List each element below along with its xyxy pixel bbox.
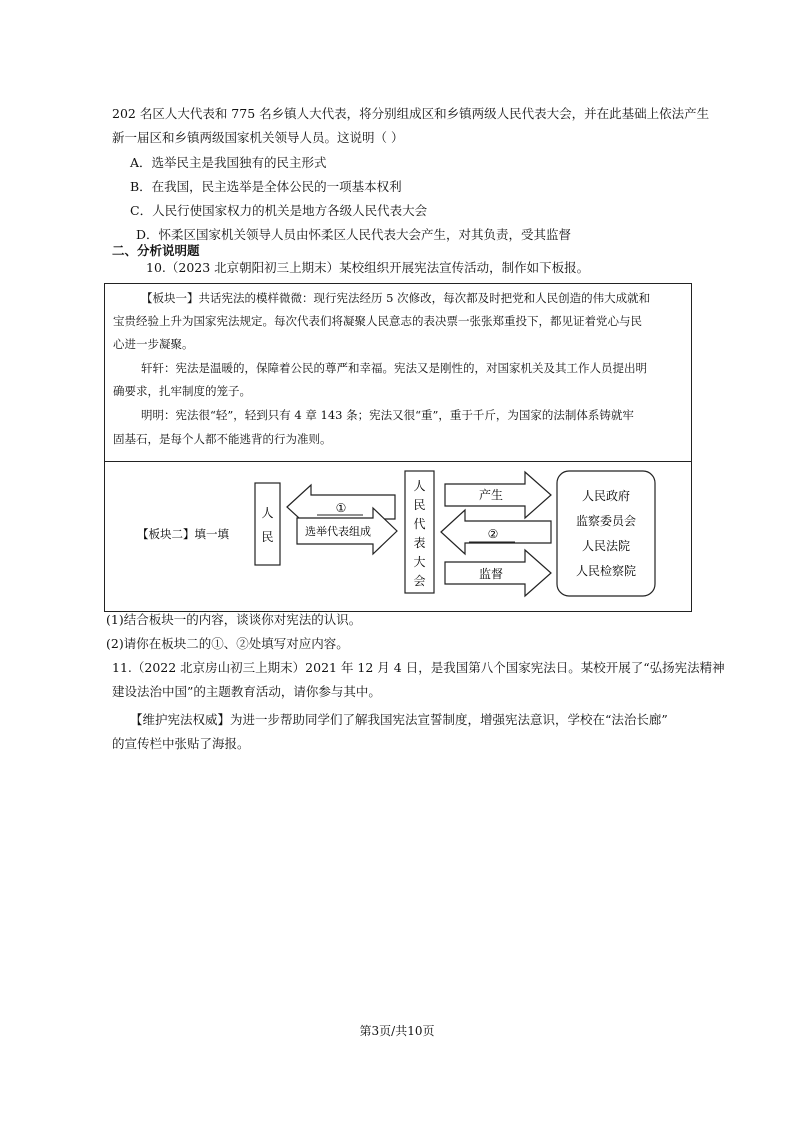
- organ-2: 监察委员会: [575, 514, 637, 528]
- svg-text:大: 大: [413, 555, 426, 569]
- organ-4: 人民检察院: [575, 564, 637, 578]
- q9-option-c: C．人民行使国家权力的机关是地方各级人民代表大会: [130, 203, 428, 218]
- flow-diagram: [105, 462, 693, 613]
- elect-label: 选举代表组成: [305, 525, 371, 538]
- q10-stem: 10.（2023 北京朝阳初三上期末）某校组织开展宪法宣传活动，制作如下板报。: [146, 260, 590, 275]
- q9-option-b: B．在我国，民主选举是全体公民的一项基本权利: [130, 179, 402, 194]
- svg-text:民: 民: [413, 498, 426, 512]
- block1-line6: 明明：宪法很“轻”，轻到只有 4 章 143 条；宪法又很“重”，重于千斤，为国家的法制体系铸就牢: [141, 408, 634, 422]
- board-block2: [104, 461, 692, 612]
- svg-text:表: 表: [413, 536, 426, 550]
- block1-line4: 轩轩：宪法是温暖的，保障着公民的尊严和幸福。宪法又是刚性的，对国家机关及其工作人员提出明: [141, 361, 647, 375]
- people-box: [255, 483, 280, 565]
- board-block1: [104, 283, 692, 462]
- q11-line4: 的宣传栏中张贴了海报。: [112, 736, 250, 751]
- q11-line3: 【维护宪法权威】为进一步帮助同学们了解我国宪法宣誓制度，增强宪法意识，学校在“法治长廊”: [130, 712, 668, 727]
- people-char-1: 人: [261, 506, 274, 520]
- organ-1: 人民政府: [581, 489, 631, 503]
- page-footer: 第3页/共10页: [359, 1024, 435, 1038]
- people-char-2: 民: [261, 530, 274, 544]
- block2-label: 【板块二】填一填: [137, 527, 229, 541]
- q11-line1: 11.（2022 北京房山初三上期末）2021 年 12 月 4 日，是我国第八个国家宪法日。某校开展了“弘扬宪法精神: [112, 660, 725, 675]
- block1-line1: 【板块一】共话宪法的模样微微：现行宪法经历 5 次修改，每次都及时把党和人民创造的伟大成就和: [141, 291, 651, 305]
- svg-text:人: 人: [413, 479, 426, 493]
- block1-line5: 确要求，扎牢制度的笼子。: [113, 384, 251, 398]
- svg-text:代: 代: [413, 517, 426, 531]
- blank1-label: ①: [335, 501, 347, 515]
- q10-sub1: (1)结合板块一的内容，谈谈你对宪法的认识。: [106, 612, 362, 627]
- block1-line3: 心进一步凝聚。: [113, 337, 194, 351]
- block1-line7: 固基石，是每个人都不能逃背的行为准则。: [113, 432, 332, 446]
- svg-text:会: 会: [413, 574, 426, 588]
- blank2-label: ②: [487, 527, 499, 541]
- q10-sub2: (2)请你在板块二的①、②处填写对应内容。: [106, 636, 349, 651]
- q9-option-d: D．怀柔区国家机关领导人员由怀柔区人民代表大会产生，对其负责，受其监督: [136, 227, 572, 242]
- q9-stem-line2: 新一届区和乡镇两级国家机关领导人员。这说明（ ）: [112, 130, 404, 145]
- organ-3: 人民法院: [581, 539, 631, 553]
- block1-line2: 宝贵经验上升为国家宪法规定。每次代表们将凝聚人民意志的表决票一张张郑重投下，都见证着党心与民: [113, 314, 642, 328]
- supervise-label: 监督: [478, 567, 504, 581]
- produce-label: 产生: [478, 488, 504, 502]
- q9-stem-line1: 202 名区人大代表和 775 名乡镇人大代表，将分别组成区和乡镇两级人民代表大会，并在此基础上依法产生: [112, 106, 710, 121]
- q11-line2: 建设法治中国”的主题教育活动，请你参与其中。: [112, 684, 381, 699]
- section-title: 二、分析说明题: [112, 243, 200, 258]
- q9-option-a: A．选举民主是我国独有的民主形式: [130, 155, 327, 170]
